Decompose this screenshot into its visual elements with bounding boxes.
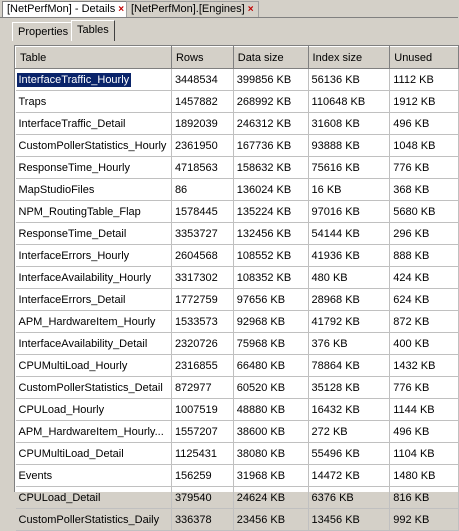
cell-data-size: 66480 KB <box>233 355 308 377</box>
cell-index-size: 78864 KB <box>308 355 390 377</box>
cell-unused: 424 KB <box>390 267 459 289</box>
cell-index-size: 35128 KB <box>308 377 390 399</box>
cell-index-size: 54144 KB <box>308 223 390 245</box>
cell-index-size: 376 KB <box>308 333 390 355</box>
cell-unused: 368 KB <box>390 179 459 201</box>
cell-table-name <box>16 223 172 245</box>
cell-data-size: 97656 KB <box>233 289 308 311</box>
cell-table-name <box>16 245 172 267</box>
table-row[interactable] <box>16 377 459 399</box>
cell-rows: 1772759 <box>171 289 233 311</box>
cell-index-size: 31608 KB <box>308 113 390 135</box>
table-row[interactable] <box>16 91 459 113</box>
cell-unused: 624 KB <box>390 289 459 311</box>
table-row[interactable] <box>16 399 459 421</box>
doc-tab-engines[interactable] <box>126 1 259 17</box>
table-name-label: CustomPollerStatistics_Daily <box>18 513 160 526</box>
cell-index-size: 110648 KB <box>308 91 390 113</box>
table-row[interactable] <box>16 509 459 531</box>
cell-unused: 776 KB <box>390 377 459 399</box>
cell-table-name <box>16 267 172 289</box>
table-row[interactable] <box>16 465 459 487</box>
cell-rows: 86 <box>171 179 233 201</box>
column-header-table[interactable]: Table <box>16 47 172 69</box>
table-row[interactable] <box>16 201 459 223</box>
cell-index-size: 480 KB <box>308 267 390 289</box>
table-name-label: CPUMultiLoad_Detail <box>18 447 124 460</box>
table-name-label: Traps <box>18 95 47 108</box>
cell-unused: 496 KB <box>390 113 459 135</box>
table-name-label: CPULoad_Detail <box>18 491 101 504</box>
table-name-label: CPULoad_Hourly <box>18 403 105 416</box>
table-name-label: InterfaceErrors_Detail <box>18 293 126 306</box>
table-row[interactable] <box>16 179 459 201</box>
table-name-label: APM_HardwareItem_Hourly <box>18 315 156 328</box>
cell-data-size: 92968 KB <box>233 311 308 333</box>
cell-data-size: 23456 KB <box>233 509 308 531</box>
cell-rows: 379540 <box>171 487 233 509</box>
cell-index-size: 16432 KB <box>308 399 390 421</box>
table-name-label: InterfaceTraffic_Hourly <box>18 73 130 86</box>
table-row[interactable] <box>16 333 459 355</box>
cell-unused: 888 KB <box>390 245 459 267</box>
cell-rows: 2320726 <box>171 333 233 355</box>
column-header-data-size[interactable]: Data size <box>233 47 308 69</box>
doc-tab-details[interactable] <box>2 1 129 17</box>
table-name-label: CustomPollerStatistics_Detail <box>18 381 163 394</box>
document-tab-strip <box>0 0 458 18</box>
tables-grid <box>14 45 459 526</box>
cell-rows: 2316855 <box>171 355 233 377</box>
cell-rows: 3448534 <box>171 69 233 91</box>
tables-table <box>15 46 459 531</box>
cell-unused: 1432 KB <box>390 355 459 377</box>
cell-rows: 336378 <box>171 509 233 531</box>
cell-index-size: 14472 KB <box>308 465 390 487</box>
cell-data-size: 38080 KB <box>233 443 308 465</box>
table-name-label: CPUMultiLoad_Hourly <box>18 359 128 372</box>
cell-unused: 1144 KB <box>390 399 459 421</box>
column-header-index-size[interactable]: Index size <box>308 47 390 69</box>
cell-table-name <box>16 179 172 201</box>
cell-rows: 1578445 <box>171 201 233 223</box>
column-header-unused[interactable]: Unused <box>390 47 459 69</box>
table-name-label: ResponseTime_Hourly <box>18 161 130 174</box>
table-name-label: ResponseTime_Detail <box>18 227 127 240</box>
cell-index-size: 97016 KB <box>308 201 390 223</box>
cell-table-name <box>16 399 172 421</box>
cell-rows: 872977 <box>171 377 233 399</box>
cell-table-name <box>16 135 172 157</box>
cell-rows: 1892039 <box>171 113 233 135</box>
cell-index-size: 6376 KB <box>308 487 390 509</box>
table-row[interactable] <box>16 289 459 311</box>
cell-index-size: 272 KB <box>308 421 390 443</box>
cell-data-size: 38600 KB <box>233 421 308 443</box>
cell-index-size: 75616 KB <box>308 157 390 179</box>
cell-rows: 1007519 <box>171 399 233 421</box>
cell-unused: 1480 KB <box>390 465 459 487</box>
table-name-label: CustomPollerStatistics_Hourly <box>18 139 167 152</box>
cell-index-size: 93888 KB <box>308 135 390 157</box>
cell-table-name <box>16 157 172 179</box>
cell-rows: 4718563 <box>171 157 233 179</box>
cell-data-size: 136024 KB <box>233 179 308 201</box>
cell-unused: 776 KB <box>390 157 459 179</box>
table-name-label: NPM_RoutingTable_Flap <box>18 205 141 218</box>
cell-data-size: 31968 KB <box>233 465 308 487</box>
cell-data-size: 108352 KB <box>233 267 308 289</box>
cell-table-name <box>16 377 172 399</box>
doc-tab-label: [NetPerfMon].[Engines] <box>131 3 245 15</box>
cell-unused: 992 KB <box>390 509 459 531</box>
table-row[interactable] <box>16 69 459 91</box>
cell-rows: 1557207 <box>171 421 233 443</box>
cell-table-name <box>16 91 172 113</box>
table-row[interactable] <box>16 487 459 509</box>
cell-table-name <box>16 311 172 333</box>
tab-tables[interactable]: Tables <box>71 20 115 41</box>
cell-table-name <box>16 487 172 509</box>
cell-table-name <box>16 421 172 443</box>
cell-unused: 296 KB <box>390 223 459 245</box>
cell-index-size: 56136 KB <box>308 69 390 91</box>
table-row[interactable] <box>16 311 459 333</box>
cell-table-name <box>16 443 172 465</box>
table-row[interactable] <box>16 245 459 267</box>
close-icon[interactable]: × <box>118 4 125 15</box>
header-row <box>16 47 459 69</box>
table-row[interactable] <box>16 223 459 245</box>
cell-table-name <box>16 289 172 311</box>
cell-data-size: 158632 KB <box>233 157 308 179</box>
cell-unused: 872 KB <box>390 311 459 333</box>
cell-rows: 1125431 <box>171 443 233 465</box>
cell-unused: 816 KB <box>390 487 459 509</box>
doc-tab-label: [NetPerfMon] - Details <box>7 3 116 15</box>
cell-table-name <box>16 201 172 223</box>
table-name-label: InterfaceTraffic_Detail <box>18 117 126 130</box>
cell-unused: 1048 KB <box>390 135 459 157</box>
cell-data-size: 135224 KB <box>233 201 308 223</box>
cell-index-size: 55496 KB <box>308 443 390 465</box>
cell-index-size: 28968 KB <box>308 289 390 311</box>
cell-data-size: 167736 KB <box>233 135 308 157</box>
cell-data-size: 399856 KB <box>233 69 308 91</box>
cell-index-size: 16 KB <box>308 179 390 201</box>
table-row[interactable] <box>16 113 459 135</box>
cell-data-size: 268992 KB <box>233 91 308 113</box>
cell-table-name <box>16 509 172 531</box>
cell-rows: 3353727 <box>171 223 233 245</box>
cell-table-name <box>16 69 172 91</box>
close-icon[interactable]: × <box>247 4 254 15</box>
cell-unused: 1112 KB <box>390 69 459 91</box>
cell-unused: 5680 KB <box>390 201 459 223</box>
table-row[interactable] <box>16 267 459 289</box>
cell-data-size: 24624 KB <box>233 487 308 509</box>
cell-data-size: 108552 KB <box>233 245 308 267</box>
cell-index-size: 13456 KB <box>308 509 390 531</box>
table-name-label: APM_HardwareItem_Hourly... <box>18 425 164 438</box>
cell-data-size: 48880 KB <box>233 399 308 421</box>
cell-unused: 1912 KB <box>390 91 459 113</box>
table-row[interactable] <box>16 443 459 465</box>
cell-index-size: 41936 KB <box>308 245 390 267</box>
table-row[interactable] <box>16 157 459 179</box>
cell-rows: 1457882 <box>171 91 233 113</box>
cell-table-name <box>16 465 172 487</box>
table-name-label: MapStudioFiles <box>18 183 95 196</box>
cell-rows: 156259 <box>171 465 233 487</box>
table-name-label: InterfaceAvailability_Detail <box>18 337 148 350</box>
cell-data-size: 132456 KB <box>233 223 308 245</box>
column-header-rows[interactable]: Rows <box>171 47 233 69</box>
cell-data-size: 246312 KB <box>233 113 308 135</box>
cell-rows: 1533573 <box>171 311 233 333</box>
cell-unused: 496 KB <box>390 421 459 443</box>
cell-rows: 3317302 <box>171 267 233 289</box>
cell-index-size: 41792 KB <box>308 311 390 333</box>
tab-properties[interactable]: Properties <box>12 22 74 41</box>
table-name-label: Events <box>18 469 53 482</box>
cell-rows: 2604568 <box>171 245 233 267</box>
cell-table-name <box>16 333 172 355</box>
sub-tab-strip <box>0 18 458 42</box>
cell-table-name <box>16 355 172 377</box>
cell-unused: 400 KB <box>390 333 459 355</box>
table-row[interactable] <box>16 355 459 377</box>
table-name-label: InterfaceAvailability_Hourly <box>18 271 151 284</box>
table-name-label: InterfaceErrors_Hourly <box>18 249 130 262</box>
table-row[interactable] <box>16 135 459 157</box>
cell-unused: 1104 KB <box>390 443 459 465</box>
cell-data-size: 60520 KB <box>233 377 308 399</box>
cell-table-name <box>16 113 172 135</box>
table-row[interactable] <box>16 421 459 443</box>
cell-data-size: 75968 KB <box>233 333 308 355</box>
cell-rows: 2361950 <box>171 135 233 157</box>
